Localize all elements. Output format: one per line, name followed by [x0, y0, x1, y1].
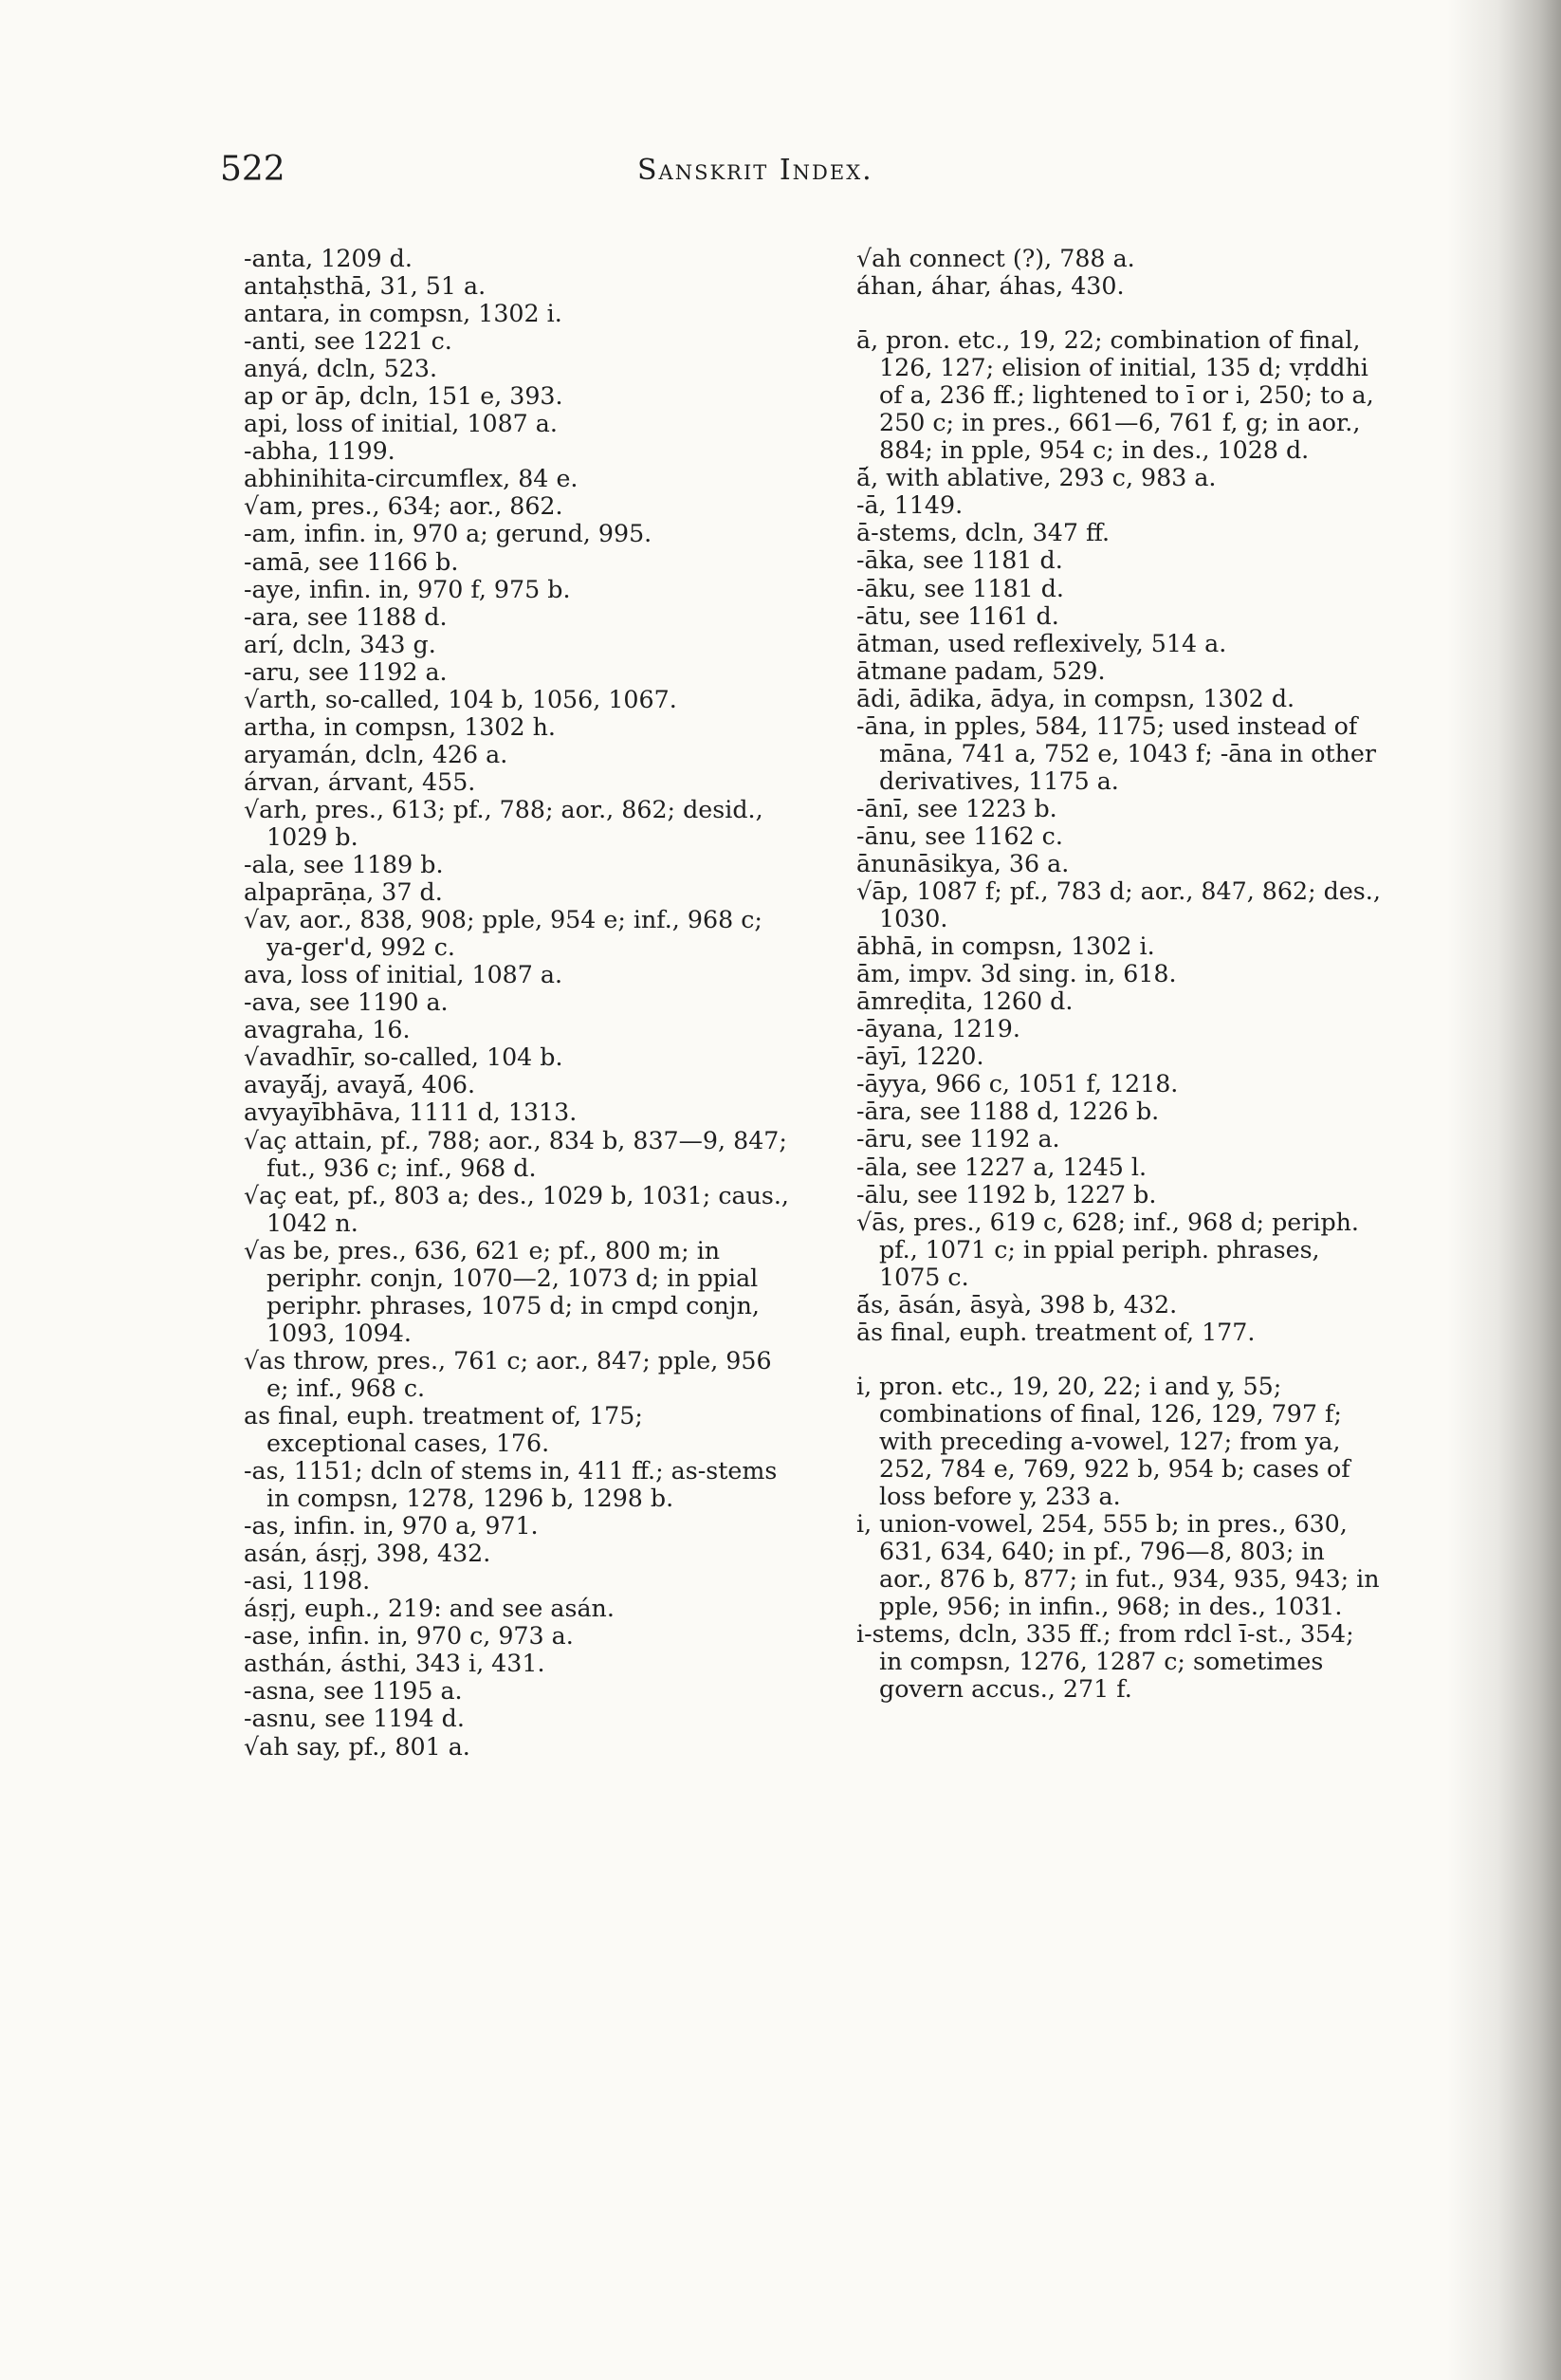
index-entry: antara, in compsn, 1302 i. — [244, 300, 562, 328]
index-entry: -ase, infin. in, 970 c, 973 a. — [244, 1622, 574, 1651]
index-entry: -anti, see 1221 c. — [244, 327, 452, 356]
index-entry: ásṛj, euph., 219: and see asán. — [244, 1595, 615, 1623]
index-entry: i-stems, dcln, 335 ff.; from rdcl ī-st., 354; in compsn, 1276, 1287 c; sometimes govern accus., 271 f. — [856, 1620, 1354, 1704]
index-entry: -ava, see 1190 a. — [244, 988, 449, 1017]
index-entry: āmreḍita, 1260 d. — [856, 987, 1074, 1016]
index-entry: -aru, see 1192 a. — [244, 657, 448, 686]
index-entry: avagraha, 16. — [244, 1016, 411, 1044]
index-entry: ās final, euph. treatment of, 177. — [856, 1318, 1256, 1346]
index-entry: -āra, see 1188 d, 1226 b. — [856, 1098, 1160, 1126]
index-entry: aryamán, dcln, 426 a. — [244, 740, 508, 768]
index-entry: -āla, see 1227 a, 1245 l. — [856, 1153, 1147, 1181]
index-entry: avyayībhāva, 1111 d, 1313. — [244, 1098, 578, 1127]
index-entry: i, pron. etc., 19, 20, 22; i and y, 55; combinations of final, 126, 129, 797 f; with preceding a-vowel, 127; from ya, 252, 784 e, 769, 922 b, 954 b; cases of loss before y, 233 a. — [856, 1372, 1350, 1511]
left-column — [244, 245, 789, 1761]
index-entry: ādi, ādika, ādya, in compsn, 1302 d. — [856, 684, 1295, 712]
index-entry: as final, euph. treatment of, 175; exceptional cases, 176. — [244, 1401, 643, 1458]
index-entry: ā́, with ablative, 293 c, 983 a. — [856, 464, 1217, 492]
index-entry: -anta, 1209 d. — [244, 245, 413, 272]
section-gap — [856, 300, 1385, 326]
right-column — [856, 245, 1385, 1703]
index-entry: i, union-vowel, 254, 555 b; in pres., 630, 631, 634, 640; in pf., 796—8, 803; in aor., 876 b, 877; in fut., 934, 935, 943; in pple, 956; in infin., 968; in des., 1031. — [856, 1510, 1380, 1621]
index-entry: -āku, see 1181 d. — [856, 574, 1064, 602]
index-entry: artha, in compsn, 1302 h. — [244, 712, 556, 741]
index-entry: -ātu, see 1161 d. — [856, 601, 1059, 630]
index-entry: √as be, pres., 636, 621 e; pf., 800 m; in periphr. conjn, 1070—2, 1073 d; in ppial periphr. phrases, 1075 d; in cmpd conjn, 1093, 1094. — [244, 1236, 760, 1347]
index-entry: √ās, pres., 619 c, 628; inf., 968 d; periph. pf., 1071 c; in ppial periph. phrases, 1075 c. — [856, 1208, 1359, 1291]
index-entry: asán, ásṛj, 398, 432. — [244, 1540, 491, 1568]
index-entry: -ala, see 1189 b. — [244, 851, 444, 879]
index-entry: -ānī, see 1223 b. — [856, 794, 1057, 822]
index-entry: √am, pres., 634; aor., 862. — [244, 492, 563, 521]
index-entry: -āyya, 966 c, 1051 f, 1218. — [856, 1070, 1179, 1098]
index-entry: -āyī, 1220. — [856, 1042, 984, 1071]
index-entry: √āp, 1087 f; pf., 783 d; aor., 847, 862; des., 1030. — [856, 877, 1381, 933]
index-entry: -as, 1151; dcln of stems in, 411 ff.; as-stems in compsn, 1278, 1296 b, 1298 b. — [244, 1457, 778, 1513]
index-entry: -asi, 1198. — [244, 1567, 371, 1596]
index-entry: √arth, so-called, 104 b, 1056, 1067. — [244, 685, 677, 713]
index-entry: -ā, 1149. — [856, 491, 964, 520]
index-entry: ām, impv. 3d sing. in, 618. — [856, 960, 1177, 988]
index-entry: áhan, áhar, áhas, 430. — [856, 272, 1125, 301]
index-entry: ā, pron. etc., 19, 22; combination of final, 126, 127; elision of initial, 135 d; vṛddhi of a, 236 ff.; lightened to ī or i, 250; to a, 250 c; in pres., 661—6, 761 f, g; in aor., 884; in pple, 954 c; in des., 1028 d. — [856, 326, 1374, 465]
index-entry: árvan, árvant, 455. — [244, 767, 476, 796]
index-entry: alpaprāṇa, 37 d. — [244, 878, 443, 907]
index-entry: √arh, pres., 613; pf., 788; aor., 862; desid., 1029 b. — [244, 795, 763, 851]
index-entry: -āka, see 1181 d. — [856, 546, 1063, 575]
page-edge-shadow — [1447, 0, 1561, 2380]
page-header — [220, 150, 1074, 195]
section-gap — [856, 1346, 1385, 1373]
index-entry: -aye, infin. in, 970 f, 975 b. — [244, 575, 571, 603]
index-entry: ātman, used reflexively, 514 a. — [856, 629, 1227, 657]
index-entry: -āyana, 1219. — [856, 1015, 1020, 1043]
index-entry: -āru, see 1192 a. — [856, 1125, 1060, 1153]
index-entry: ā-stems, dcln, 347 ff. — [856, 519, 1111, 547]
index-entry: abhinihita-circumflex, 84 e. — [244, 465, 578, 493]
index-entry: arí, dcln, 343 g. — [244, 630, 436, 658]
index-entry: √avadhīr, so-called, 104 b. — [244, 1043, 563, 1072]
index-entry: √aç eat, pf., 803 a; des., 1029 b, 1031; caus., 1042 n. — [244, 1181, 789, 1237]
index-entry: asthán, ásthi, 343 i, 431. — [244, 1650, 545, 1678]
index-entry: avayā́j, avayā́, 406. — [244, 1071, 475, 1099]
index-entry: ap or āp, dcln, 151 e, 393. — [244, 382, 563, 411]
index-entry: √ah connect (?), 788 a. — [856, 245, 1135, 272]
index-entry: √aç attain, pf., 788; aor., 834 b, 837—9, 847; fut., 936 c; inf., 968 d. — [244, 1126, 787, 1182]
index-entry: ātmane padam, 529. — [856, 656, 1106, 685]
index-entry: √ah say, pf., 801 a. — [244, 1732, 470, 1761]
index-entry: ānunāsikya, 36 a. — [856, 849, 1070, 877]
index-entry: -ālu, see 1192 b, 1227 b. — [856, 1180, 1157, 1208]
index-entry: ā́s, āsán, āsyà, 398 b, 432. — [856, 1290, 1178, 1319]
index-entry: √as throw, pres., 761 c; aor., 847; pple, 956 e; inf., 968 c. — [244, 1346, 772, 1402]
index-entry: √av, aor., 838, 908; pple, 954 e; inf., 968 c; ya-ger'd, 992 c. — [244, 906, 762, 962]
index-entry: -ara, see 1188 d. — [244, 602, 448, 631]
index-entry: -ānu, see 1162 c. — [856, 821, 1063, 850]
index-entry: -amā, see 1166 b. — [244, 547, 459, 576]
index-entry: ābhā, in compsn, 1302 i. — [856, 932, 1155, 961]
index-entry: ava, loss of initial, 1087 a. — [244, 961, 563, 989]
index-entry: -asna, see 1195 a. — [244, 1677, 463, 1706]
index-entry: -asnu, see 1194 d. — [244, 1705, 465, 1733]
index-entry: antaḥsthā, 31, 51 a. — [244, 272, 487, 301]
index-entry: anyá, dcln, 523. — [244, 355, 437, 383]
page-number: 522 — [220, 150, 285, 189]
index-entry: -āna, in pples, 584, 1175; used instead of māna, 741 a, 752 e, 1043 f; -āna in other derivatives, 1175 a. — [856, 711, 1376, 795]
index-entry: -am, infin. in, 970 a; gerund, 995. — [244, 520, 652, 548]
running-head: Sanskrit Index. — [637, 154, 873, 187]
index-entry: api, loss of initial, 1087 a. — [244, 410, 558, 438]
index-entry: -abha, 1199. — [244, 437, 395, 466]
index-entry: -as, infin. in, 970 a, 971. — [244, 1512, 539, 1541]
